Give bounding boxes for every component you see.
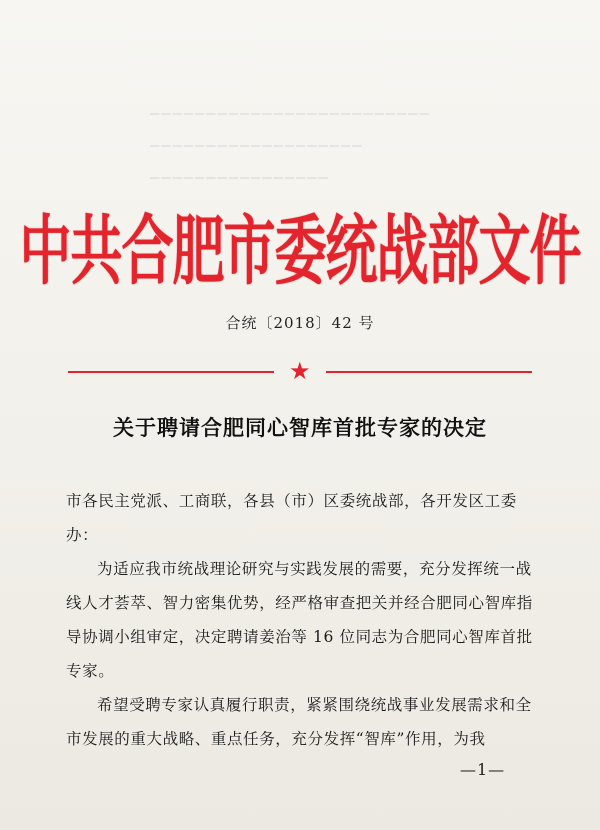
divider-line-left	[68, 371, 274, 373]
decision-title: 关于聘请合肥同心智库首批专家的决定	[113, 416, 487, 440]
page-number: —1—	[460, 760, 506, 779]
document-header-title: 中共合肥市委统战部文件	[19, 208, 581, 296]
document-body	[66, 484, 546, 756]
divider-line-right	[326, 371, 532, 373]
body-paragraph-1: 为适应我市统战理论研究与实践发展的需要，充分发挥统一战线人才荟萃、智力密集优势，经严格审查把关并经合肥同心智库指导协调小组审定，决定聘请姜治等 16 位同志为合肥同心智库首批专家。	[66, 560, 533, 680]
star-icon: ★	[289, 357, 311, 385]
red-divider	[68, 357, 532, 385]
back-page-bleed-through: ▁▁▁▁▁▁▁▁▁▁▁▁▁▁▁▁▁▁▁▁▁▁▁▁▁ ▁▁▁▁▁▁▁▁▁▁▁▁▁▁▁▁▁▁▁ ▁▁▁▁▁▁▁▁▁▁▁▁▁▁▁▁	[150, 101, 431, 179]
addressees: 市各民主党派、工商联，各县（市）区委统战部，各开发区工委办：	[66, 492, 517, 544]
body-paragraph-2: 希望受聘专家认真履行职责，紧紧围绕统战事业发展需求和全市发展的重大战略、重点任务，充分发挥“智库”作用，为我	[66, 696, 532, 748]
document-number: 合统〔2018〕42 号	[225, 314, 375, 332]
